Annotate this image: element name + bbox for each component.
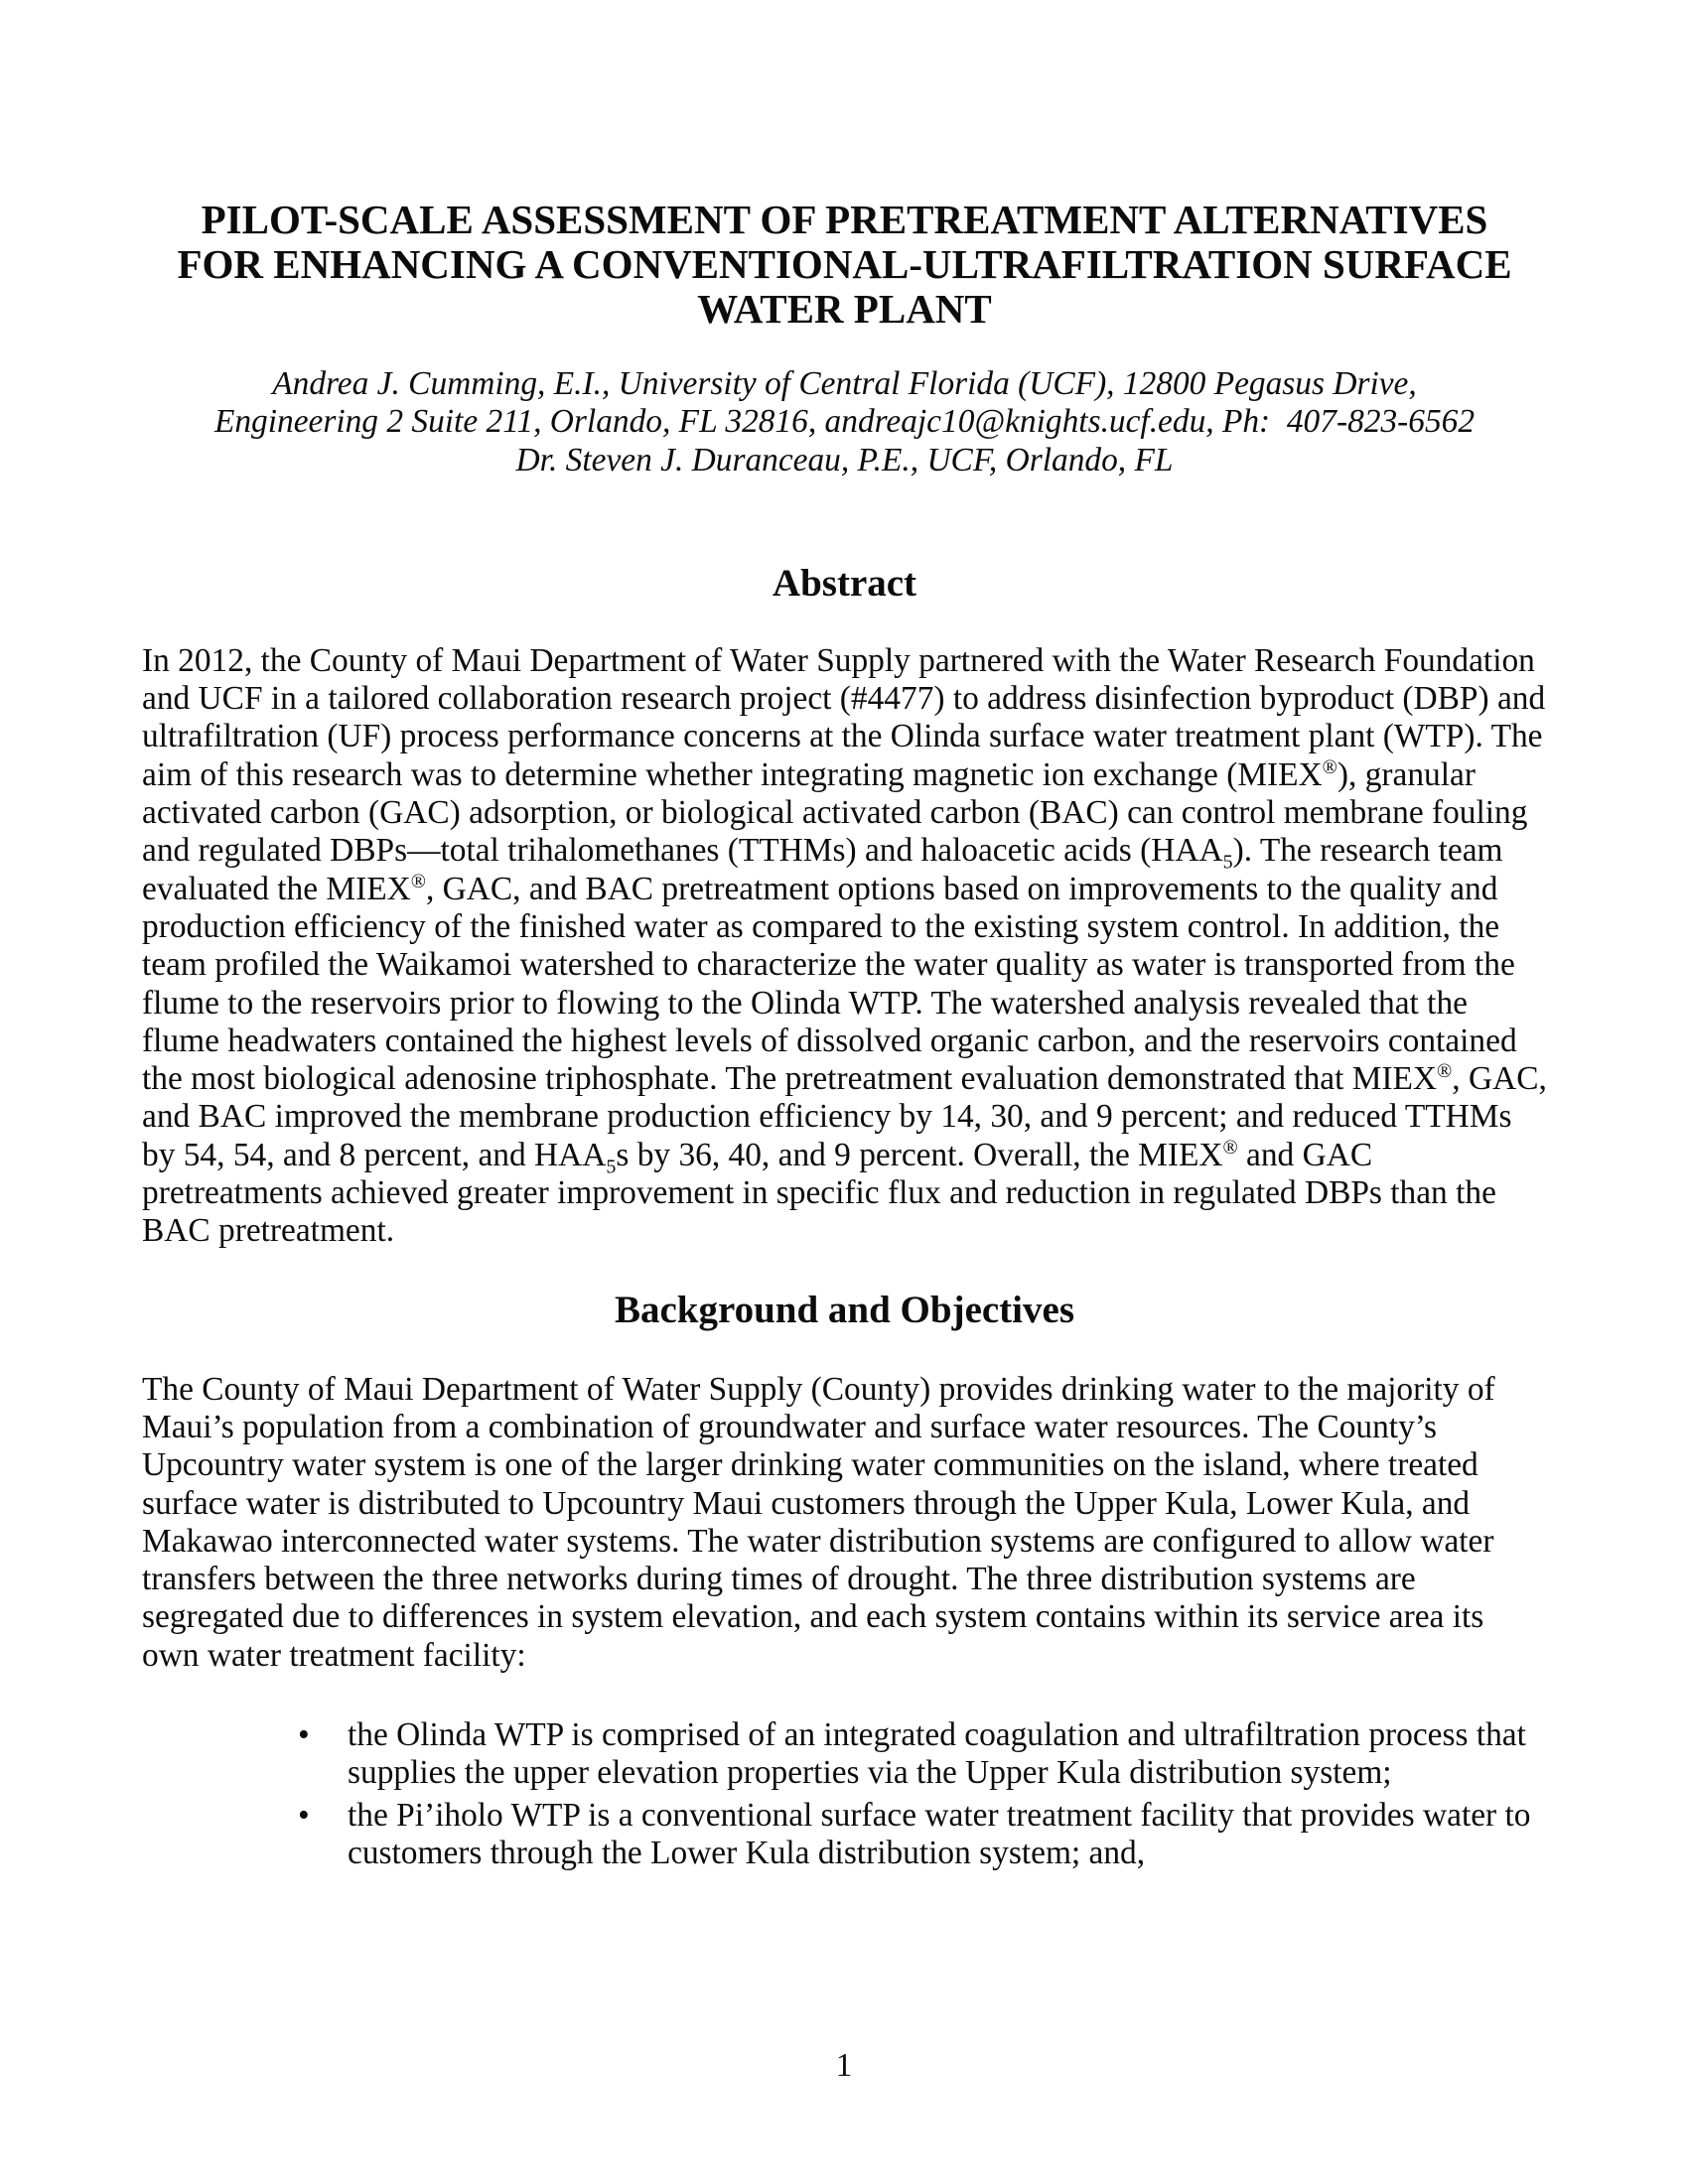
list-item-text: the Olinda WTP is comprised of an integrated coagulation and ultrafiltration process that supplies the upper elevation properties via the Upper Kula distribution system; [348, 1716, 1526, 1792]
abstract-paragraph: In 2012, the County of Maui Department of Water Supply partnered with the Water Research Foundation and UCF in a tailored collaboration research project (#4477) to address disinfection byproduct (DBP) and ultrafiltration (UF) process performance concerns at the Olinda surface water treatment plant (WTP). The aim of this research was to determine whether integrating magnetic ion exchange (MIEX®), granular activated carbon (GAC) adsorption, or biological activated carbon (BAC) can control membrane fouling and regulated DBPs—total trihalomethanes (TTHMs) and haloacetic acids $(HAA_5)$. The research team evaluated the MIEX®, GAC, and BAC pretreatment options based on improvements to the quality and production efficiency of the finished water as compared to the existing system control. In addition, the team profiled the Waikamoi watershed to characterize the water quality as water is transported from the flume to the reservoirs prior to flowing to the Olinda WTP. The watershed analysis revealed that the flume headwaters contained the highest levels of dissolved organic carbon, and the reservoirs contained the most biological adenosine triphosphate. The pretreatment evaluation demonstrated that MIEX®, GAC, and BAC improved the membrane production efficiency by 14, 30, and 9 percent; and reduced TTHMs by 54, 54, and 8 percent, and $HAA_5s$ by 36, 40, and 9 percent. Overall, the MIEX® and GAC pretreatments achieved greater improvement in specific flux and reduction in regulated DBPs than the BAC pretreatment. [142, 641, 1547, 1250]
author-line-2: Engineering 2 Suite 211, Orlando, FL 32816, andreajc10@knights.ucf.edu, Ph: 407-823-6562 [213, 403, 1476, 441]
treatment-facility-list [142, 1716, 1547, 1872]
author-line-3: Dr. Steven J. Duranceau, P.E., UCF, Orlando, FL [515, 441, 1174, 478]
background-section [142, 1288, 1547, 1873]
bullet-icon: • [298, 1716, 310, 1754]
list-item-text: the Pi’iholo WTP is a conventional surface water treatment facility that provides water to customers through the Lower Kula distribution system; and, [348, 1796, 1531, 1871]
author-block [142, 365, 1547, 479]
list-item [142, 1797, 1547, 1873]
bullet-icon: • [298, 1796, 310, 1834]
paper-title [142, 198, 1547, 332]
list-item [142, 1716, 1547, 1793]
page-content [0, 198, 1688, 1872]
background-paragraph: The County of Maui Department of Water Supply (County) provides drinking water to the majority of Maui’s population from a combination of groundwater and surface water resources. The County’s Upcountry water system is one of the larger drinking water communities on the island, where treated surface water is distributed to Upcountry Maui customers through the Upper Kula, Lower Kula, and Makawao interconnected water systems. The water distribution systems are configured to allow water transfers between the three networks during times of drought. The three distribution systems are segregated due to differences in system elevation, and each system contains within its service area its own water treatment facility: [142, 1370, 1495, 1674]
page-number: 1 [835, 2047, 853, 2084]
author-line-1: Andrea J. Cumming, E.I., University of Central Florida (UCF), 12800 Pegasus Drive, [272, 365, 1417, 402]
background-heading: Background and Objectives [614, 1288, 1074, 1331]
paper-title-line-3: WATER PLANT [697, 286, 992, 332]
paper-title-line-2: FOR ENHANCING A CONVENTIONAL-ULTRAFILTRATION SURFACE [177, 241, 1512, 287]
paper-title-line-1: PILOT-SCALE ASSESSMENT OF PRETREATMENT ALTERNATIVES [201, 197, 1488, 242]
abstract-heading: Abstract [772, 561, 917, 605]
abstract-section [142, 561, 1547, 1251]
